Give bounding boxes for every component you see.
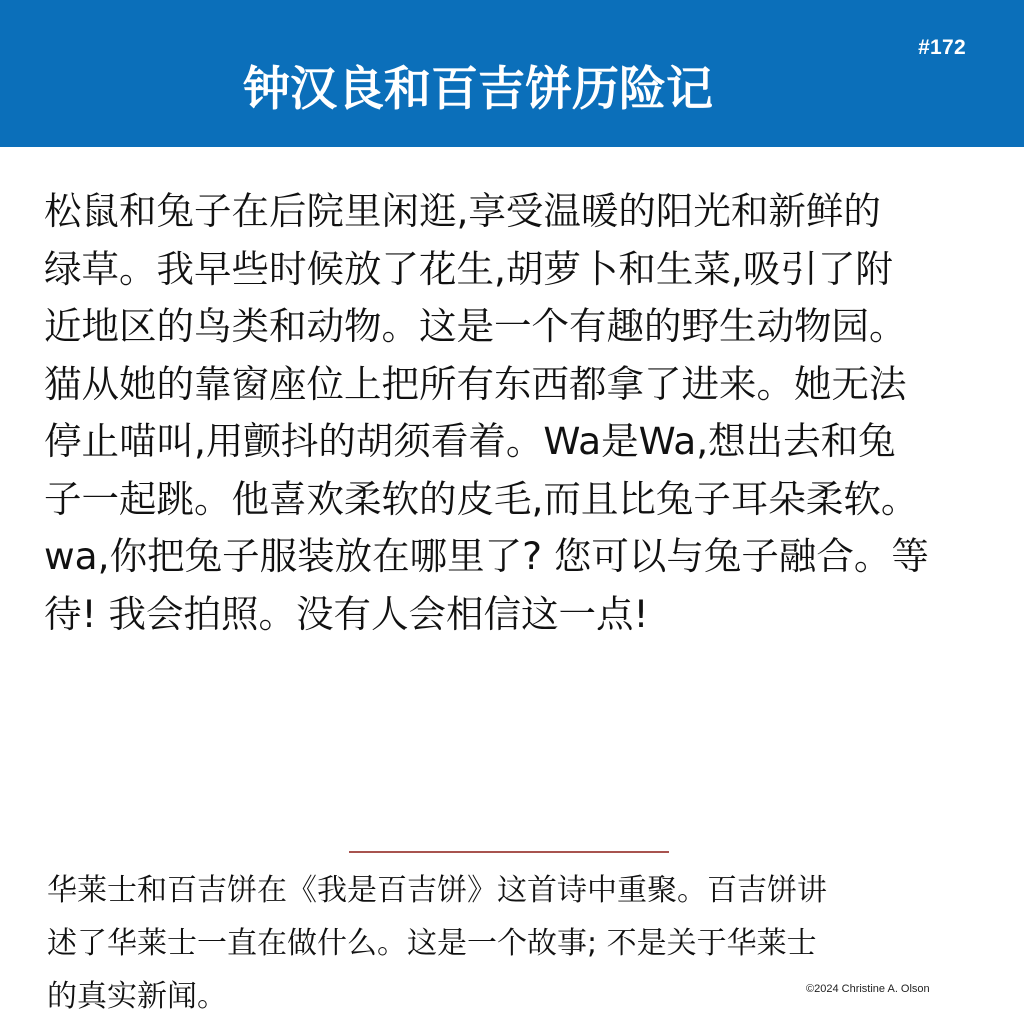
footnote-text bbox=[47, 864, 987, 1023]
footnote-line: 的真实新闻。 bbox=[47, 979, 227, 1014]
story-line: 近地区的鸟类和动物。这是一个有趣的野生动物园。 bbox=[44, 304, 907, 348]
footnote-line: 述了华莱士一直在做什么。这是一个故事; 不是关于华莱士 bbox=[47, 926, 817, 961]
page-title: 钟汉良和百吉饼历险记 bbox=[243, 62, 713, 117]
story-line: 子一起跳。他喜欢柔软的皮毛,而且比兔子耳朵柔软。 bbox=[44, 476, 919, 521]
issue-number: #172 bbox=[918, 36, 966, 59]
story-line: 绿草。我早些时候放了花生,胡萝卜和生菜,吸引了附 bbox=[44, 246, 893, 291]
section-divider bbox=[349, 851, 669, 853]
story-text bbox=[44, 183, 989, 643]
copyright-notice: ©2024 Christine A. Olson bbox=[806, 983, 930, 995]
story-line: 松鼠和兔子在后院里闲逛,享受温暖的阳光和新鲜的 bbox=[44, 189, 881, 233]
header-banner bbox=[0, 0, 1024, 147]
story-line: 待! 我会拍照。没有人会相信这一点! bbox=[44, 591, 649, 636]
story-line: 停止喵叫,用颤抖的胡须看着。Wa是Wa,想出去和兔 bbox=[44, 419, 896, 463]
story-line: wa,你把兔子服装放在哪里了? 您可以与兔子融合。等 bbox=[44, 534, 929, 578]
footnote-line: 华莱士和百吉饼在《我是百吉饼》这首诗中重聚。百吉饼讲 bbox=[47, 873, 827, 908]
story-line: 猫从她的靠窗座位上把所有东西都拿了进来。她无法 bbox=[44, 361, 907, 406]
